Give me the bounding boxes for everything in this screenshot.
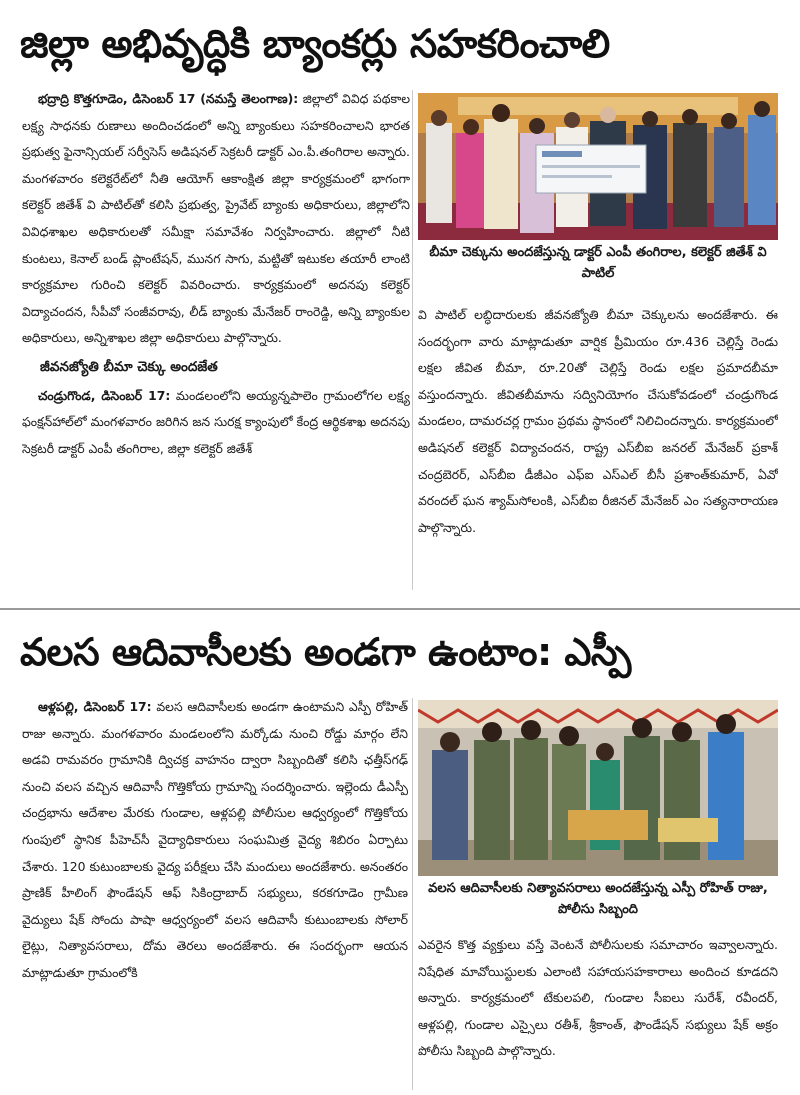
article1-body-2: మండలంలోని అయ్యన్నపాలెం గ్రామంలోగల లక్ష్య ఫంక్షన్‌హాల్‌లో మంగళవారం జరిగిన జన సురక్ష క్యాంపులో కేంద్ర ఆర్థికశాఖ అదనపు సెక్రటరీ డాక్టర్ ఎంపీ తంగిరాల, జిల్లా కలెక్టర్ జితేశ్ [22,387,410,456]
photo-caption-police: వలస ఆదివాసీలకు నిత్యావసరాలు అందజేస్తున్న ఎస్పీ రోహిత్ రాజు, పోలీసు సిబ్బంది [428,881,768,917]
headline-adivasi: వలస ఆదివాసీలకు అండగా ఉంటాం: ఎస్పీ [20,630,631,674]
column-divider [412,698,413,1090]
photo-caption-cheque: బీమా చెక్కును అందజేస్తున్న డాక్టర్ ఎంపీ తంగిరాల, కలెక్టర్ జితేశ్ వి పాటిల్ [429,245,767,281]
article1-body-1: జిల్లాలో వివిధ పథకాల లక్ష్య సాధనకు రుణాలు అందించడంలో అన్ని బ్యాంకులు సహకరించాలని భారత ప్రభుత్వ ఫైనాన్సియల్ సర్వీసెస్ అడిషనల్ సెక్రటరీ డాక్టర్ ఎం.పీ.తంగిరాల అన్నారు. మంగళవారం కలెక్టరేట్‌లో నీతి ఆయోగ్ ఆకాంక్షిత జిల్లా కార్యక్రమంలో భాగంగా కలెక్టర్ జితేశ్ వి పాటిల్‌తో కలిసి ప్రభుత్వ, ప్రైవేట్ బ్యాంకు అధికారులు, జిల్లాలోని వివిధశాఖల అధికారులతో సమీక్షా సమావేశం నిర్వహించారు. జిల్లాలో నీటి కుంటలు, కెనాల్ బండ్ ప్లాంటేషన్, మునగ సాగు, మట్టితో ఇటుకల తయారీ లాంటి కార్యక్రమాల గురించి కలెక్టర్ వివరించారు. కార్యక్రమంలో అదనపు కలెక్టర్ విద్యాచందన, సీపీవో సంజీవరావు, లీడ్ బ్యాంకు మేనేజర్ రాంరెడ్డి, అన్ని బ్యాంకుల అధికారులు, అన్నిశాఖల జిల్లా అధికారులు పాల్గొన్నారు. [22,91,410,346]
article1-left-column [22,86,410,591]
article2-left-column [22,694,408,1094]
article2-paragraph-1 [22,694,408,987]
headline-bankers: జిల్లా అభివృద్ధికి బ్యాంకర్లు సహకరించాలి [20,22,610,67]
article2-body-1: వలస ఆదివాసీలకు అండగా ఉంటామని ఎస్పీ రోహిత్ రాజు అన్నారు. మంగళవారం మండలంలోని మర్కోడు నుంచి రోడ్డు మార్గం లేని అడవి రామవరం గ్రామానికి ద్విచక్ర వాహనం ద్వారా సిబ్బందితో కలిసి ఛత్తీస్‌గఢ్ నుంచి వలస వచ్చిన ఆదివాసీ గొత్తికోయ గ్రామాన్ని సందర్శించారు. ఇల్లెందు డీఎస్పీ చంద్రభాను ఆదేశాల మేరకు గుండాల, ఆళ్లపల్లి పోలీసుల ఆధ్వర్యంలో గొత్తికోయ గుంపులో స్థానిక పీహెచ్‌సీ వైద్యాధికారులు సంఘమిత్ర వైద్య శిబిరం ఏర్పాటు చేశారు. 120 కుటుంబాలకు వైద్య పరీక్షలు చేసి మందులు అందజేశారు. అనంతరం ప్రాణిక్ హీలింగ్ ఫౌండేషన్ ఆఫ్ సికింద్రాబాద్ సభ్యులు, కరకగూడెం గ్రామీణ వైద్యులు షేక్ సోందు పాషా ఆధ్వర్యంలో వలస ఆదివాసీ కుటుంబాలకు సోలార్ లైట్లు, నిత్యావసరాలు, దోమ తెరలు అందజేశారు. ఈ సందర్భంగా ఆయన మాట్లాడుతూ గ్రామంలోకి [22,699,408,980]
article1-dateline: భద్రాద్రి కొత్తగూడెం, డిసెంబర్ 17 (నమస్తే తెలంగాణ): [38,91,299,106]
article2-right-column [418,932,778,1092]
article2-dateline: ఆళ్లపల్లి, డిసెంబర్ 17: [38,699,152,714]
photo-police-aid [418,700,778,876]
article1-paragraph-3: వి పాటిల్ లబ్ధిదారులకు జీవనజ్యోతి బీమా చెక్కులను అందజేశారు. ఈ సందర్భంగా వారు మాట్లాడుతూ వార్షిక ప్రీమియం రూ.436 చెల్లిస్తే రెండు లక్షల జీవిత బీమా, రూ.20తో చెల్లిస్తే రెండు లక్షల ప్రమాదబీమా వస్తుందన్నారు. జీవితబీమాను సద్వినియోగం చేసుకోవడంలో చండ్రుగొండ మండలం, దామరచర్ల గ్రామం ప్రథమ స్థానంలో నిలిచిందన్నారు. కార్యక్రమంలో అడిషనల్ కలెక్టర్ విద్యాచందన, రాష్ట్ర ఎస్‌బీఐ జనరల్ మేనేజర్ ప్రకాశ్ చంద్రబెరర్, ఎస్‌బీఐ డీజీఎం ఎఫ్‌ఐ ఎస్‌ఎల్ బీసీ ప్రశాంత్‌కుమార్, ఏవో వరందల్ ఘన శ్యామ్‌సోలంకి, ఎస్‌బీఐ రీజినల్ మేనేజర్ ఎం సత్యనారాయణ పాల్గొన్నారు. [418,307,778,535]
photo-cheque-handover [418,93,778,240]
article1-paragraph-2 [22,383,410,463]
article1-dateline-2: చండ్రుగొండ, డిసెంబర్ 17: [38,387,171,403]
article1-right-column [418,302,778,592]
article-adivasi [0,612,800,1095]
column-divider [412,90,413,590]
article1-subheading: జీవనజ్యోతి బీమా చెక్కు అందజేత [40,358,218,375]
article1-paragraph-1 [22,86,410,352]
article2-paragraph-2: ఎవరైన కొత్త వ్యక్తులు వస్తే వెంటనే పోలీసులకు సమాచారం ఇవ్వాలన్నారు. నిషేధిత మావోయిస్టులకు ఎలాంటి సహాయసహకారాలు అందించ కూడదని అన్నారు. కార్యక్రమంలో టేకులపలి, గుండాల సీఐలు సురేశ్, రవీందర్, ఆళ్లపల్లి, గుండాల ఎస్సైలు రతీశ్, శ్రీకాంత్, ఫౌండేషన్ సభ్యులు షేక్ అక్రం పోలీసు సిబ్బంది పాల్గొన్నారు. [418,937,778,1059]
